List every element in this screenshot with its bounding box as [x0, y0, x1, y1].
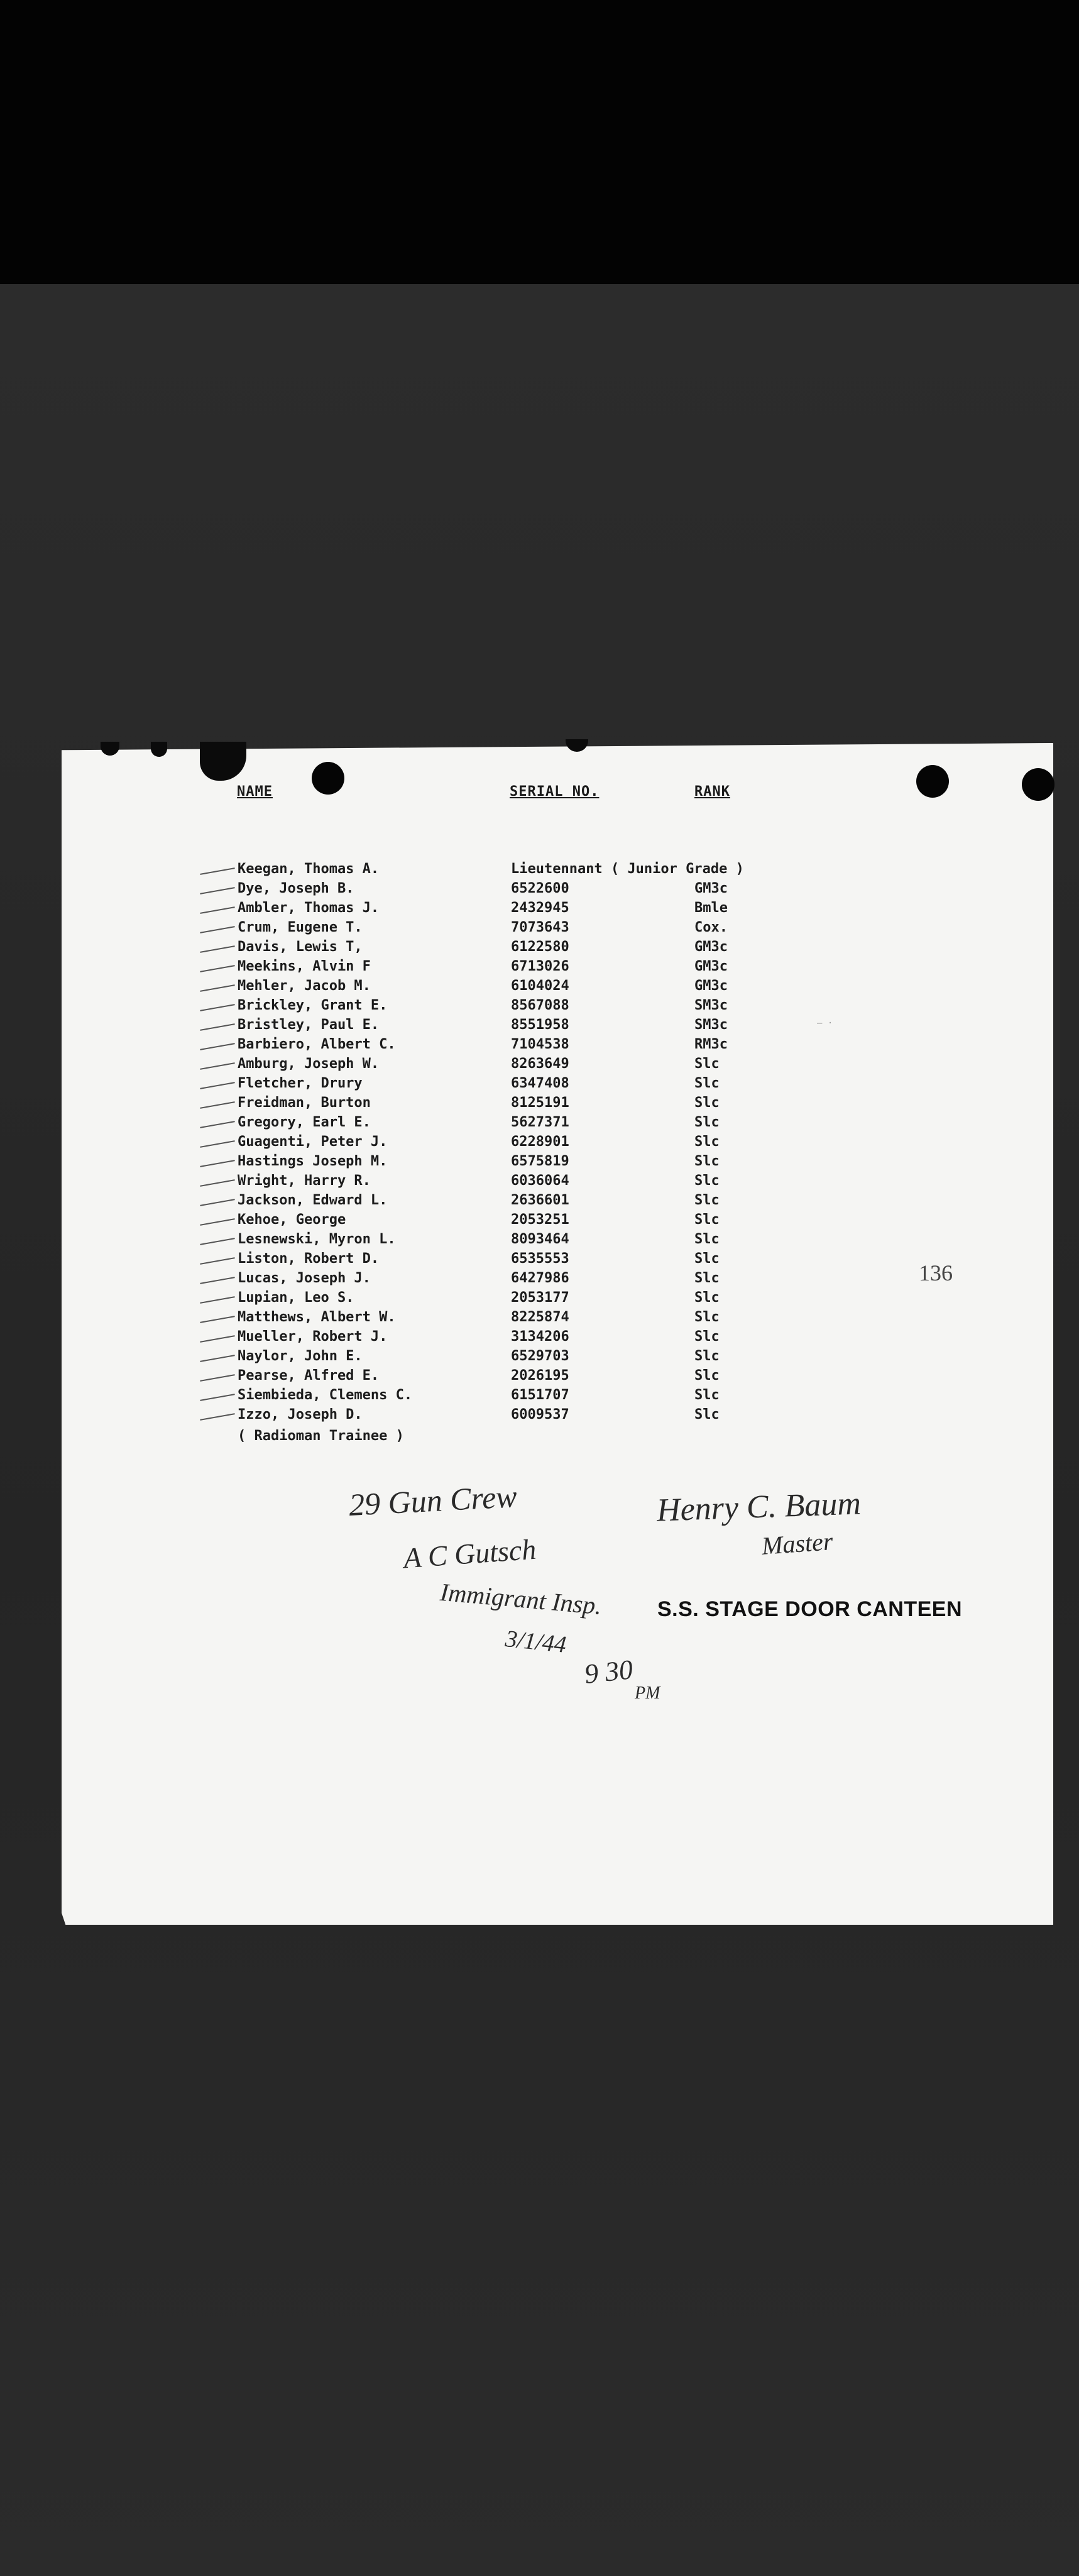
crew-roster	[238, 859, 822, 1424]
crew-serial: 6151707	[511, 1387, 569, 1403]
crew-serial: 6347408	[511, 1076, 569, 1091]
crew-row	[238, 1093, 822, 1113]
crew-serial: 7104538	[511, 1037, 569, 1052]
crew-rank: GM3c	[694, 978, 728, 994]
crew-row	[238, 996, 822, 1015]
crew-serial: 6104024	[511, 978, 569, 994]
crew-name: Amburg, Joseph W.	[238, 1056, 380, 1072]
crew-name: Crum, Eugene T.	[238, 920, 363, 935]
crew-rank: Cox.	[694, 920, 728, 935]
crew-row	[238, 879, 822, 898]
crew-row	[238, 1230, 822, 1249]
handwritten-date: 3/1/44	[504, 1626, 568, 1658]
crew-name: Siembieda, Clemens C.	[238, 1387, 413, 1403]
handwritten-signature-title: Master	[760, 1527, 834, 1560]
crew-rank: GM3c	[694, 959, 728, 974]
crew-serial: 8263649	[511, 1056, 569, 1072]
crew-rank: Slc	[694, 1134, 720, 1150]
crew-rank: Bmle	[694, 900, 728, 916]
punch-hole	[312, 762, 344, 795]
crew-rank: Slc	[694, 1309, 720, 1325]
crew-serial: 6009537	[511, 1407, 569, 1423]
crew-name: Brickley, Grant E.	[238, 998, 388, 1013]
crew-rank: Slc	[694, 1076, 720, 1091]
crew-rank: SM3c	[694, 1017, 728, 1033]
crew-rank: Slc	[694, 1348, 720, 1364]
crew-rank: Slc	[694, 1368, 720, 1384]
crew-name: Dye, Joseph B.	[238, 881, 354, 896]
handwritten-time-suffix: PM	[635, 1683, 660, 1703]
crew-name: Lucas, Joseph J.	[238, 1270, 371, 1286]
crew-rank: Slc	[694, 1251, 720, 1267]
crew-name: Barbiero, Albert C.	[238, 1037, 396, 1052]
crew-rank: Slc	[694, 1270, 720, 1286]
crew-row	[238, 976, 822, 996]
crew-name: Izzo, Joseph D.	[238, 1407, 363, 1423]
crew-serial: 2432945	[511, 900, 569, 916]
crew-rank: GM3c	[694, 939, 728, 955]
crew-serial: 6529703	[511, 1348, 569, 1364]
crew-row	[238, 1346, 822, 1366]
crew-name: Fletcher, Drury	[238, 1076, 363, 1091]
crew-rank: Slc	[694, 1153, 720, 1169]
crew-row	[238, 1405, 822, 1424]
crew-row	[238, 859, 822, 879]
ship-name-stamp: S.S. STAGE DOOR CANTEEN	[657, 1597, 963, 1621]
crew-rank: Slc	[694, 1173, 720, 1189]
crew-name: Meekins, Alvin F	[238, 959, 371, 974]
crew-name: Naylor, John E.	[238, 1348, 363, 1364]
handwritten-signature: Henry C. Baum	[656, 1485, 862, 1529]
crew-serial: 7073643	[511, 920, 569, 935]
crew-row	[238, 1269, 822, 1288]
crew-row	[238, 1015, 822, 1035]
handwritten-inspector: Immigrant Insp.	[439, 1577, 603, 1621]
crew-rank: GM3c	[694, 881, 728, 896]
crew-row	[238, 957, 822, 976]
crew-name: Mehler, Jacob M.	[238, 978, 371, 994]
crew-serial: 8551958	[511, 1017, 569, 1033]
crew-name: Keegan, Thomas A.	[238, 861, 380, 877]
crew-row	[238, 1074, 822, 1093]
handwritten-crew-count: 29 Gun Crew	[348, 1478, 518, 1522]
crew-rank: Slc	[694, 1290, 720, 1306]
crew-serial: 3134206	[511, 1329, 569, 1345]
crew-name: Guagenti, Peter J.	[238, 1134, 388, 1150]
crew-serial: 8093464	[511, 1231, 569, 1247]
crew-row	[238, 1210, 822, 1230]
crew-name: Jackson, Edward L.	[238, 1192, 388, 1208]
crew-serial: 6427986	[511, 1270, 569, 1286]
crew-row	[238, 1132, 822, 1152]
crew-rank: SM3c	[694, 998, 728, 1013]
crew-serial: Lieutennant ( Junior Grade )	[511, 861, 744, 877]
crew-serial: 2053177	[511, 1290, 569, 1306]
trainee-note: ( Radioman Trainee )	[238, 1428, 404, 1444]
handwritten-time: 9 30	[583, 1654, 635, 1690]
crew-rank: Slc	[694, 1115, 720, 1130]
crew-name: Lupian, Leo S.	[238, 1290, 354, 1306]
crew-row	[238, 1327, 822, 1346]
punch-hole	[1022, 768, 1054, 801]
smudge-mark: — ·	[817, 1018, 833, 1028]
crew-rank: Slc	[694, 1192, 720, 1208]
crew-serial: 2026195	[511, 1368, 569, 1384]
crew-row	[238, 898, 822, 918]
crew-rank: RM3c	[694, 1037, 728, 1052]
crew-name: Wright, Harry R.	[238, 1173, 371, 1189]
crew-row	[238, 1152, 822, 1171]
crew-serial: 6122580	[511, 939, 569, 955]
crew-serial: 2636601	[511, 1192, 569, 1208]
crew-serial: 6535553	[511, 1251, 569, 1267]
crew-serial: 6228901	[511, 1134, 569, 1150]
crew-rank: Slc	[694, 1095, 720, 1111]
column-header-serial: SERIAL NO.	[510, 784, 600, 800]
crew-serial: 5627371	[511, 1115, 569, 1130]
crew-name: Freidman, Burton	[238, 1095, 371, 1111]
crew-row	[238, 918, 822, 937]
crew-row	[238, 1113, 822, 1132]
crew-row	[238, 1035, 822, 1054]
crew-rank: Slc	[694, 1387, 720, 1403]
crew-name: Pearse, Alfred E.	[238, 1368, 380, 1384]
crew-row	[238, 1171, 822, 1191]
punch-hole	[916, 765, 949, 798]
crew-name: Davis, Lewis T,	[238, 939, 363, 955]
column-header-rank: RANK	[694, 784, 730, 800]
crew-serial: 8225874	[511, 1309, 569, 1325]
crew-name: Lesnewski, Myron L.	[238, 1231, 396, 1247]
crew-name: Gregory, Earl E.	[238, 1115, 371, 1130]
crew-name: Kehoe, George	[238, 1212, 346, 1228]
crew-name: Ambler, Thomas J.	[238, 900, 380, 916]
crew-rank: Slc	[694, 1329, 720, 1345]
crew-serial: 2053251	[511, 1212, 569, 1228]
crew-rank: Slc	[694, 1212, 720, 1228]
crew-serial: 8125191	[511, 1095, 569, 1111]
crew-name: Liston, Robert D.	[238, 1251, 380, 1267]
crew-row	[238, 1307, 822, 1327]
crew-serial: 6522600	[511, 881, 569, 896]
crew-rank: Slc	[694, 1056, 720, 1072]
crew-row	[238, 1385, 822, 1405]
crew-name: Hastings Joseph M.	[238, 1153, 388, 1169]
crew-row	[238, 1288, 822, 1307]
page-number: 136	[919, 1260, 953, 1285]
crew-serial: 6036064	[511, 1173, 569, 1189]
crew-row	[238, 1054, 822, 1074]
crew-serial: 6713026	[511, 959, 569, 974]
crew-row	[238, 1191, 822, 1210]
crew-row	[238, 937, 822, 957]
crew-rank: Slc	[694, 1407, 720, 1423]
crew-serial: 8567088	[511, 998, 569, 1013]
column-header-name: NAME	[237, 784, 273, 800]
crew-rank: Slc	[694, 1231, 720, 1247]
crew-row	[238, 1366, 822, 1385]
crew-name: Mueller, Robert J.	[238, 1329, 388, 1345]
handwritten-initials: A C Gutsch	[402, 1533, 537, 1575]
crew-name: Matthews, Albert W.	[238, 1309, 396, 1325]
crew-row	[238, 1249, 822, 1269]
top-border	[0, 0, 1079, 284]
crew-name: Bristley, Paul E.	[238, 1017, 380, 1033]
crew-serial: 6575819	[511, 1153, 569, 1169]
